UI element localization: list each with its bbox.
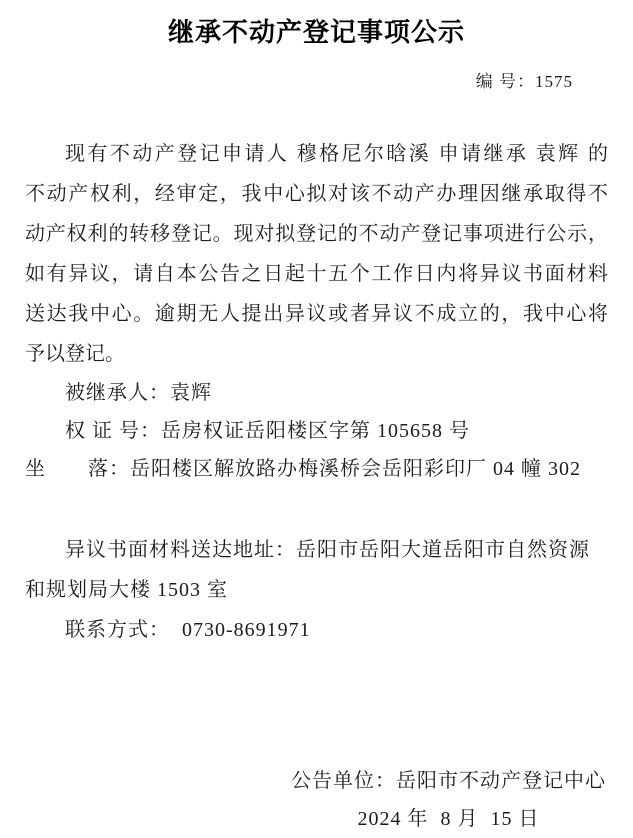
contact-line: 和规划局大楼 1503 室 [25,579,228,601]
contact-line: 异议书面材料送达地址：岳阳市岳阳大道岳阳市自然资源 [65,539,590,561]
page-title: 继承不动产登记事项公示 [167,17,465,47]
field-label: 被继承人： [65,382,170,404]
doc-number-value: 1575 [535,72,573,91]
paragraph-line: 不动产权利，经审定，我中心拟对该不动产办理因继承取得不 [25,183,608,205]
field-certificate-no [25,412,608,450]
paragraph-line: 动产权利的转移登记。现对拟登记的不动产登记事项进行公示， [25,223,608,245]
paragraph-line: 予以登记。 [25,343,125,365]
doc-number [25,70,608,94]
main-paragraph [25,134,608,374]
field-label: 坐 落： [25,458,130,480]
field-location [25,450,608,488]
paragraph-line: 如有异议，请自本公告之日起十五个工作日内将异议书面材料 [25,263,608,285]
paragraph-line: 送达我中心。逾期无人提出异议或者异议不成立的，我中心将 [25,303,608,325]
announcing-unit: 公告单位：岳阳市不动产登记中心 [291,770,606,792]
field-value: 袁辉 [170,382,212,404]
contact-line: 联系方式： 0730-8691971 [65,619,311,641]
paragraph-line: 现有不动产登记申请人 穆格尼尔晗溪 申请继承 袁辉 的 [65,143,608,165]
objection-contact [25,530,608,650]
doc-number-label: 编 号： [475,72,535,91]
field-value: 岳阳楼区解放路办梅溪桥会岳阳彩印厂 04 幢 302 [130,458,581,480]
field-value: 岳房权证岳阳楼区字第 105658 号 [161,420,470,442]
announcement-date: 2024 年 8 月 15 日 [357,808,540,830]
footer [291,762,606,838]
field-label: 权 证 号： [65,420,161,442]
inheritance-fields [25,374,608,488]
field-decedent [25,374,608,412]
